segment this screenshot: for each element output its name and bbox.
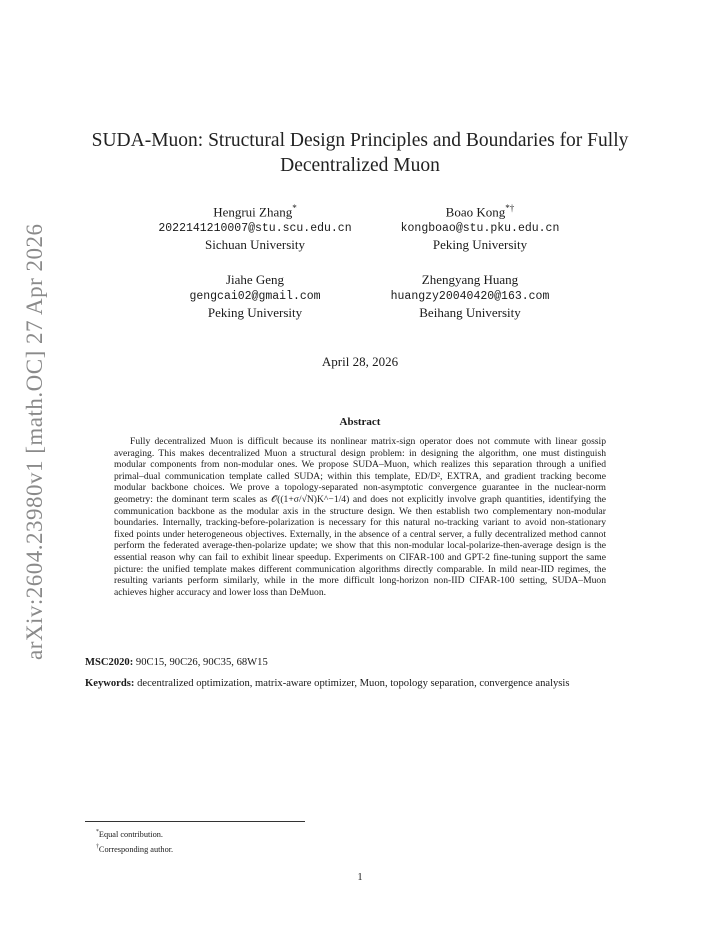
author-email: kongboao@stu.pku.edu.cn xyxy=(400,221,560,235)
author-name: Jiahe Geng xyxy=(225,272,285,287)
author-affiliation: Sichuan University xyxy=(204,237,305,253)
footnote-text: Corresponding author. xyxy=(98,844,174,854)
keywords-value: decentralized optimization, matrix-aware optimizer, Muon, topology separation, convergence analysis xyxy=(137,678,570,689)
msc-value: 90C15, 90C26, 90C35, 68W15 xyxy=(135,657,268,668)
paper-date: April 28, 2026 xyxy=(321,354,399,369)
msc-label: MSC2020: xyxy=(85,657,134,668)
author-block xyxy=(370,200,590,254)
footnote-mark: † xyxy=(96,843,99,850)
msc-line xyxy=(85,656,635,669)
author-email: huangzy20040420@163.com xyxy=(390,289,550,303)
abstract-heading: Abstract xyxy=(339,416,381,428)
arxiv-identifier: arXiv:2604.23980v1 [math.OC] 27 Apr 2026 xyxy=(22,223,47,660)
author-affiliation: Peking University xyxy=(207,305,303,320)
author-name: Hengrui Zhang xyxy=(213,204,293,220)
author-block xyxy=(130,200,380,254)
footnote-text: Equal contribution. xyxy=(98,829,163,839)
author-block xyxy=(140,272,370,322)
author-name: Zhengyang Huang xyxy=(421,272,519,287)
keywords-line xyxy=(85,677,635,690)
author-affiliation: Beihang University xyxy=(419,305,521,320)
abstract-text: Fully decentralized Muon is difficult because its nonlinear matrix-sign operator does not commute with linear gossip averaging. This makes decentralized Muon a structural design problem: in designing the algorithm, one must distinguish modular components from non-modular ones. We propose SUDA–Muon, which realizes this separation through a unified primal–dual communication template called SUDA; within this template, ED/D², EXTRA, and gradient tracking become modular backbone choices. We prove a topology-separated non-asymptotic convergence guarantee in the nuclear-norm geometry: the dominant term scales as 𝒪((1+σ/√N)K^−1/4) and does not explicitly involve graph quantities, identifying the communication backbone as the modular axis in the structure design. We then establish two complementary non-modular boundaries. Internally, tracking-before-polarization is necessary for this natural no-tracking variant to avoid non-stationary fixed points under heterogeneous objectives. Externally, in the absence of a central server, a fully decentralized method cannot perform the federated average-then-polarize update; we show that this non-modular local-polarize-then-average design is the essential reason why can fail to exhibit linear speedup. Experiments on CIFAR-100 and GPT-2 fine-tuning support the same picture: the unified template makes different communication algorithms directly comparable. In mild near-IID regimes, the resulting variants perform similarly, while in the more difficult long-horizon non-IID CIFAR-100 setting, SUDA–Muon achieves higher accuracy and lower loss than DeMuon. xyxy=(114,436,606,598)
author-mark: *† xyxy=(505,203,515,213)
footnote-rule xyxy=(85,821,305,822)
author-email: 2022141210007@stu.scu.edu.cn xyxy=(158,221,352,235)
footnote xyxy=(96,841,173,856)
author-block xyxy=(350,272,590,322)
footnotes xyxy=(96,826,173,856)
paper-title: SUDA-Muon: Structural Design Principles and Boundaries for Fully Decentralized Muon xyxy=(91,130,629,176)
keywords-label: Keywords: xyxy=(85,678,135,689)
author-name: Boao Kong xyxy=(445,204,506,220)
author-email: gengcai02@gmail.com xyxy=(189,289,321,303)
footnote xyxy=(96,826,173,841)
footnote-mark: * xyxy=(96,829,99,835)
author-mark: * xyxy=(292,203,297,213)
author-affiliation: Peking University xyxy=(432,237,528,253)
page-number: 1 xyxy=(357,872,363,883)
